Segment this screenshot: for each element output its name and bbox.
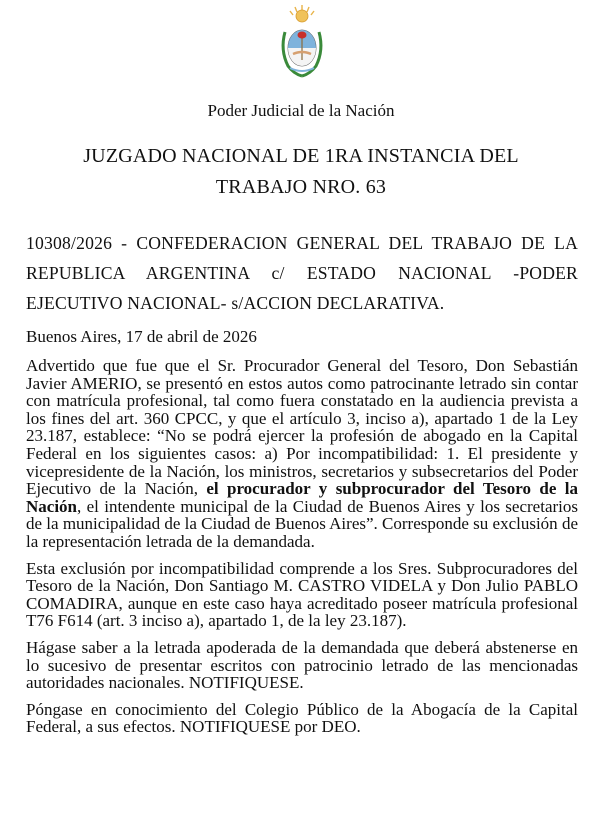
date-line: Buenos Aires, 17 de abril de 2026 [26, 327, 257, 346]
court-title: JUZGADO NACIONAL DE 1RA INSTANCIA DEL TRABAJO NRO. 63 [83, 145, 519, 198]
case-caption: 10308/2026 - CONFEDERACION GENERAL DEL TRABAJO DE LA REPUBLICA ARGENTINA c/ ESTADO NACIONAL -PODER EJECUTIVO NACIONAL- s/ACCION DECLARATIVA. [26, 233, 578, 313]
paragraph-1-text-end: , el intendente municipal de la Ciudad de Buenos Aires y los secretarios de la municipalidad de la Ciudad de Buenos Aires”. Corresponde su exclusión de la representación letrada de la demandada. [26, 496, 578, 551]
resolution-body [26, 357, 578, 745]
phrygian-cap [298, 32, 307, 39]
paragraph-1 [26, 357, 578, 551]
argentina-coat-of-arms-icon [276, 4, 328, 80]
paragraph-1-text: Advertido que fue que el Sr. Procurador General del Tesoro, Don Sebastián Javier AMERIO, se presentó en estos autos como patrocinante letrado sin contar con matrícula profesional, tal como fuera constatado en la audiencia prevista a los fines del art. 360 CPCC, y que el artículo 3, inciso a), apartado 1 de la Ley 23.187, establece: “No se podrá ejercer la profesión de abogado en la Capital Federal en los siguientes casos: a) Por incompatibilidad: 1. El presidente y vicepresidente de la Nación, los ministros, secretarios y subsecretarios del Poder Ejecutivo de la Nación, [26, 356, 578, 499]
paragraph-2: Esta exclusión por incompatibilidad comprende a los Sres. Subprocuradores del Tesoro de la Nación, Don Santiago M. CASTRO VIDELA y Don Julio PABLO COMADIRA, aunque en este caso haya acreditado poseer matrícula profesional T76 F614 (art. 3 inciso a), apartado 1, de la ley 23.187). [26, 558, 578, 631]
organization-heading: Poder Judicial de la Nación [207, 101, 395, 120]
paragraph-1-bold: el procurador y subprocurador del Tesoro de la Nación [26, 479, 578, 516]
paragraph-4: Póngase en conocimiento del Colegio Público de la Abogacía de la Capital Federal, a sus efectos. NOTIFIQUESE por DEO. [26, 699, 578, 737]
sun-icon [296, 10, 308, 22]
paragraph-3: Hágase saber a la letrada apoderada de la demandada que deberá abstenerse en lo sucesivo de presentar escritos con patrocinio letrado de las mencionadas autoridades nacionales. NOTIFIQUESE. [26, 637, 578, 693]
ribbon [290, 68, 314, 71]
